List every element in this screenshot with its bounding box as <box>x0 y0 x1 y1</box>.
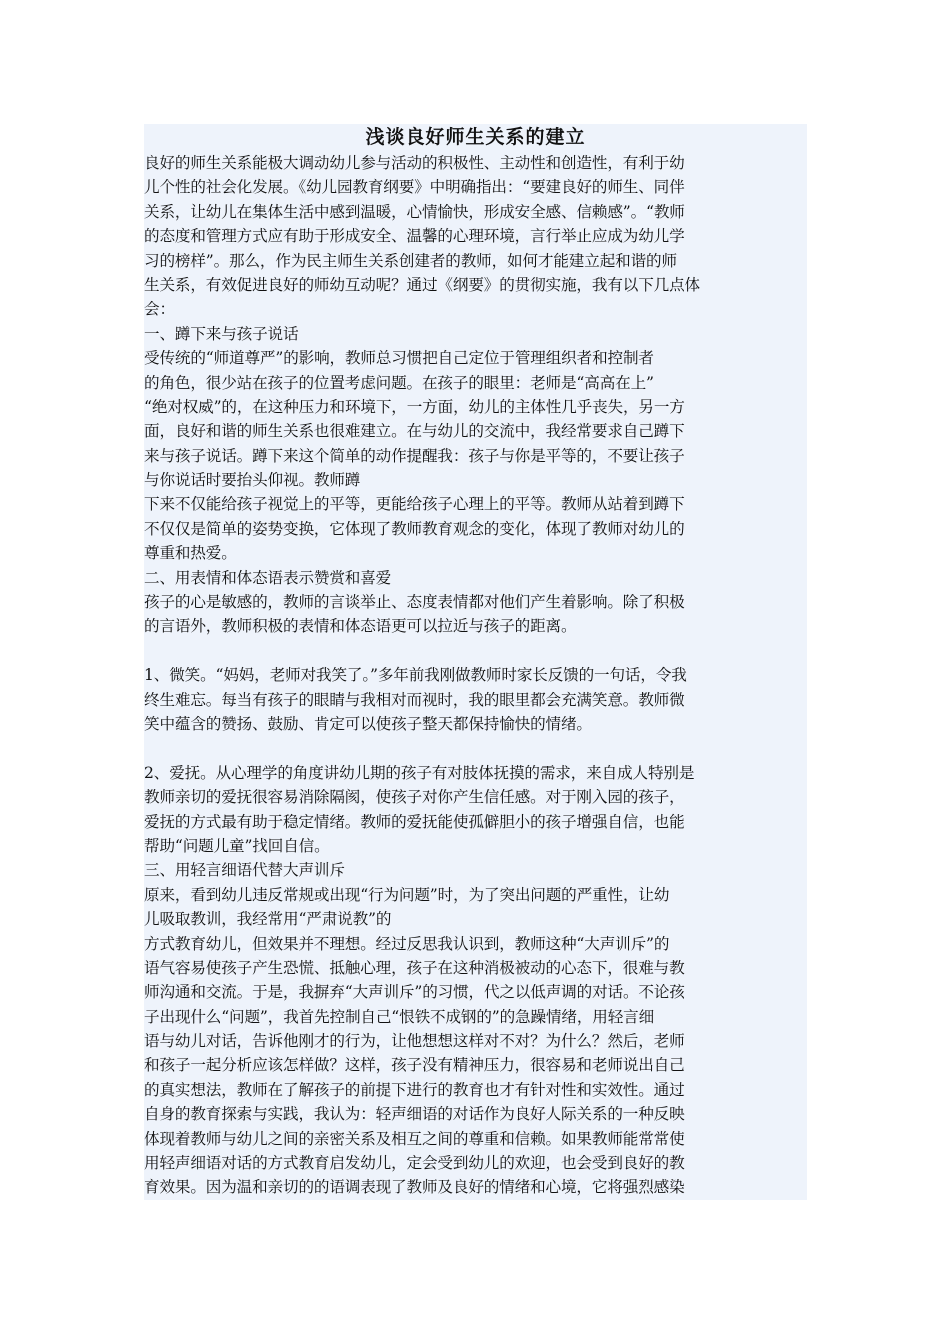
text-line: 语气容易使孩子产生恐慌、抵触心理，孩子在这种消极被动的心态下，很难与教 <box>144 958 685 977</box>
document-page <box>144 124 807 1200</box>
text-line: 育效果。因为温和亲切的的语调表现了教师及良好的情绪和心境，它将强烈感染 <box>144 1178 685 1197</box>
text-line: 的言语外，教师积极的表情和体态语更可以拉近与孩子的距离。 <box>144 617 577 636</box>
blank-line <box>144 736 807 760</box>
text-line: 会： <box>144 300 175 319</box>
text-line: 方式教育幼儿，但效果并不理想。经过反思我认识到，教师这种“大声训斥”的 <box>144 934 670 953</box>
text-line: 的真实想法，教师在了解孩子的前提下进行的教育也才有针对性和实效性。通过 <box>144 1080 685 1099</box>
text-line: 的态度和管理方式应有助于形成安全、温馨的心理环境，言行举止应成为幼儿学 <box>144 227 685 246</box>
text-line: 二、用表情和体态语表示赞赏和喜爱 <box>144 568 392 587</box>
text-line: 三、用轻言细语代替大声训斥 <box>144 861 345 880</box>
text-line: 语与幼儿对话，告诉他刚才的行为，让他想想这样对不对？为什么？然后，老师 <box>144 1032 685 1051</box>
text-line: 生关系，有效促进良好的师幼互动呢？通过《纲要》的贯彻实施，我有以下几点体 <box>144 275 700 294</box>
text-line: 自身的教育探索与实践，我认为：轻声细语的对话作为良好人际关系的一种反映 <box>144 1105 685 1124</box>
text-line: 教师亲切的爱抚很容易消除隔阂，使孩子对你产生信任感。对于刚入园的孩子， <box>144 788 685 807</box>
text-line: 的角色，很少站在孩子的位置考虑问题。在孩子的眼里：老师是“高高在上” <box>144 373 654 392</box>
text-line: 与你说话时要抬头仰视。教师蹲 <box>144 471 361 490</box>
text-line: 2、爱抚。从心理学的角度讲幼儿期的孩子有对肢体抚摸的需求，来自成人特别是 <box>144 763 695 782</box>
text-line: 习的榜样”。那么，作为民主师生关系创建者的教师，如何才能建立起和谐的师 <box>144 251 677 270</box>
text-line: 来与孩子说话。蹲下来这个简单的动作提醒我：孩子与你是平等的，不要让孩子 <box>144 446 685 465</box>
text-line: 和孩子一起分析应该怎样做？这样，孩子没有精神压力，很容易和老师说出自己 <box>144 1056 685 1075</box>
text-line: 师沟通和交流。于是，我摒弃“大声训斥”的习惯，代之以低声调的对话。不论孩 <box>144 983 685 1002</box>
text-line: 爱抚的方式最有助于稳定情绪。教师的爱抚能使孤僻胆小的孩子增强自信，也能 <box>144 812 685 831</box>
blank-line <box>144 639 807 663</box>
text-line: 子出现什么“问题”，我首先控制自己“恨铁不成钢的”的急躁情绪，用轻言细 <box>144 1007 655 1026</box>
text-line: 下来不仅能给孩子视觉上的平等，更能给孩子心理上的平等。教师从站着到蹲下 <box>144 495 685 514</box>
document-body <box>144 151 807 1200</box>
text-line: 原来，看到幼儿违反常规或出现“行为问题”时，为了突出问题的严重性，让幼 <box>144 885 670 904</box>
text-line: 终生难忘。每当有孩子的眼睛与我相对而视时，我的眼里都会充满笑意。教师微 <box>144 690 685 709</box>
text-line: 良好的师生关系能极大调动幼儿参与活动的积极性、主动性和创造性，有利于幼 <box>144 154 685 172</box>
text-line: 一、蹲下来与孩子说话 <box>144 324 299 343</box>
text-line: 儿吸取教训，我经常用“严肃说教”的 <box>144 910 392 929</box>
text-line: 不仅仅是简单的姿势变换，它体现了教师教育观念的变化，体现了教师对幼儿的 <box>144 519 685 538</box>
text-line: 面，良好和谐的师生关系也很难建立。在与幼儿的交流中，我经常要求自己蹲下 <box>144 422 685 441</box>
text-line: 1、微笑。“妈妈，老师对我笑了。”多年前我刚做教师时家长反馈的一句话，令我 <box>144 666 687 685</box>
text-line: 用轻声细语对话的方式教育启发幼儿，定会受到幼儿的欢迎，也会受到良好的教 <box>144 1154 685 1173</box>
text-line: 尊重和热爱。 <box>144 544 237 563</box>
text-line: 儿个性的社会化发展。《幼儿园教育纲要》中明确指出：“要建良好的师生、同伴 <box>144 178 685 197</box>
text-line: 笑中蕴含的赞扬、鼓励、肯定可以使孩子整天都保持愉快的情绪。 <box>144 714 592 733</box>
text-line: 关系，让幼儿在集体生活中感到温暖，心情愉快，形成安全感、信赖感”。“教师 <box>144 202 685 221</box>
text-line: “绝对权威”的，在这种压力和环境下，一方面，幼儿的主体性几乎丧失，另一方 <box>144 397 685 416</box>
text-line: 帮助“问题儿童”找回自信。 <box>144 836 330 855</box>
text-line: 体现着教师与幼儿之间的亲密关系及相互之间的尊重和信赖。如果教师能常常使 <box>144 1129 685 1148</box>
text-line: 受传统的“师道尊严”的影响，教师总习惯把自己定位于管理组织者和控制者 <box>144 349 654 368</box>
document-title: 浅谈良好师生关系的建立 <box>365 126 586 148</box>
text-line: 孩子的心是敏感的，教师的言谈举止、态度表情都对他们产生着影响。除了积极 <box>144 593 685 612</box>
